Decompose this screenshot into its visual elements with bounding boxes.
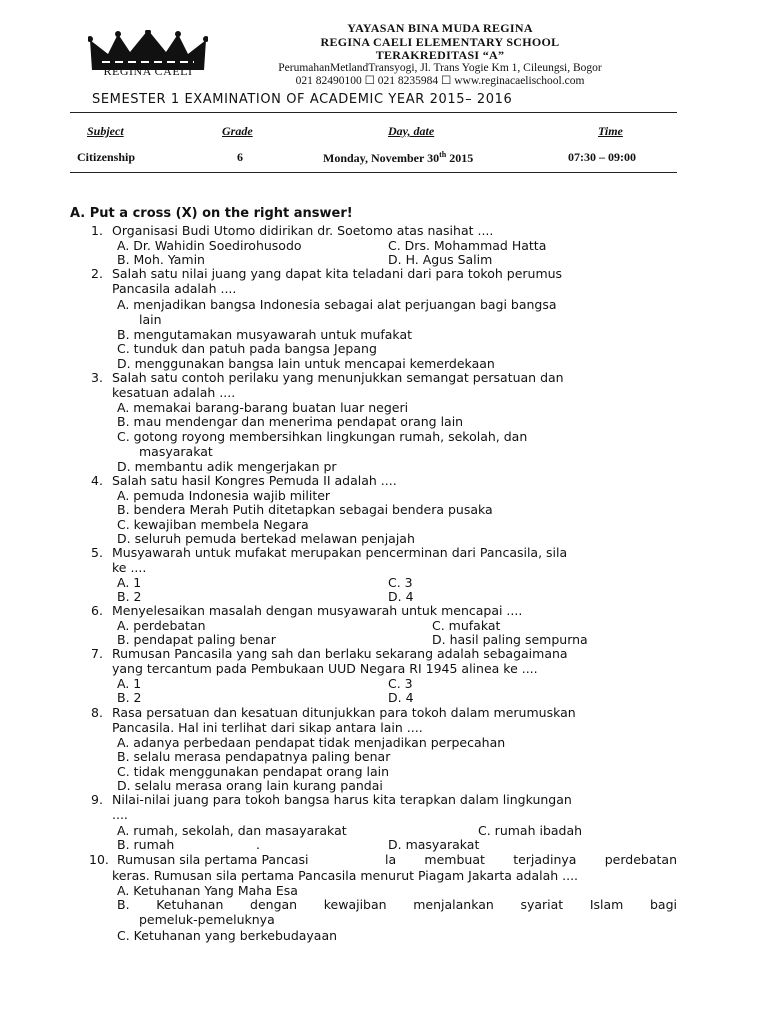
question-5-text-cont: ke .... bbox=[112, 560, 147, 575]
foundation-name: YAYASAN BINA MUDA REGINA bbox=[347, 21, 533, 35]
option-b: B. Moh. Yamin bbox=[117, 252, 205, 267]
question-number: 2. bbox=[91, 266, 103, 281]
option-d: D. 4 bbox=[388, 690, 414, 705]
question-number: 1. bbox=[91, 223, 103, 238]
option-d: D. masyarakat bbox=[388, 837, 480, 852]
school-logo bbox=[88, 30, 208, 86]
option-a: A. 1 bbox=[117, 575, 142, 590]
option-a: A. pemuda Indonesia wajib militer bbox=[117, 488, 331, 503]
date-value: Monday, November 30th 2015 bbox=[323, 150, 474, 165]
question-number: 3. bbox=[91, 370, 103, 385]
logo-text: REGINA CAELI bbox=[103, 64, 193, 78]
option-b: B. Ketuhanan dengan kewajiban menjalankan syariat Islam bagi bbox=[117, 897, 677, 912]
school-address: PerumahanMetlandTransyogi, Jl. Trans Yogie Km 1, Cileungsi, Bogor bbox=[278, 62, 602, 74]
question-10-text-b: la membuat terjadinya perdebatan bbox=[385, 852, 677, 867]
option-d: D. H. Agus Salim bbox=[388, 252, 493, 267]
option-c: C. gotong royong membersihkan lingkungan rumah, sekolah, dan bbox=[117, 429, 528, 444]
option-a-cont: lain bbox=[139, 312, 162, 327]
question-number: 6. bbox=[91, 603, 103, 618]
option-a: A. perdebatan bbox=[117, 618, 206, 633]
option-c: C. mufakat bbox=[432, 618, 501, 633]
option-d: D. 4 bbox=[388, 589, 414, 604]
question-9-text-cont: .... bbox=[112, 807, 128, 822]
option-c: C. Drs. Mohammad Hatta bbox=[388, 238, 547, 253]
question-10-text: Rumusan sila pertama Pancasi bbox=[117, 852, 309, 867]
option-a: A. adanya perbedaan pendapat tidak menjadikan perpecahan bbox=[117, 735, 506, 750]
question-number: 10. bbox=[89, 852, 109, 867]
question-10-text-cont: keras. Rumusan sila pertama Pancasila menurut Piagam Jakarta adalah .... bbox=[112, 868, 579, 883]
subject-label: Subject bbox=[87, 124, 124, 138]
option-b: B. mengutamakan musyawarah untuk mufakat bbox=[117, 327, 413, 342]
question-5-text: Musyawarah untuk mufakat merupakan pencerminan dari Pancasila, sila bbox=[112, 545, 568, 560]
option-b: B. mau mendengar dan menerima pendapat orang lain bbox=[117, 414, 464, 429]
option-b: B. 2 bbox=[117, 589, 142, 604]
option-a: A. Dr. Wahidin Soedirohusodo bbox=[117, 238, 302, 253]
question-4-text: Salah satu hasil Kongres Pemuda II adalah .... bbox=[112, 473, 397, 488]
option-b-cont: pemeluk-pemeluknya bbox=[139, 912, 275, 927]
accreditation: TERAKREDITASI “A” bbox=[375, 48, 505, 62]
option-c: C. 3 bbox=[388, 575, 413, 590]
grade-value: 6 bbox=[237, 150, 243, 164]
school-name: REGINA CAELI ELEMENTARY SCHOOL bbox=[320, 35, 560, 49]
option-c-cont: masyarakat bbox=[139, 444, 213, 459]
option-b: B. rumah bbox=[117, 837, 175, 852]
question-6-text: Menyelesaikan masalah dengan musyawarah untuk mencapai .... bbox=[112, 603, 523, 618]
option-a: A. memakai barang-barang buatan luar negeri bbox=[117, 400, 409, 415]
option-c: C. kewajiban membela Negara bbox=[117, 517, 309, 532]
question-1-text: Organisasi Budi Utomo didirikan dr. Soetomo atas nasihat .... bbox=[112, 223, 494, 238]
option-d: D. selalu merasa orang lain kurang pandai bbox=[117, 778, 383, 793]
question-9-text: Nilai-nilai juang para tokoh bangsa harus kita terapkan dalam lingkungan bbox=[112, 792, 572, 807]
option-c: C. tunduk dan patuh pada bangsa Jepang bbox=[117, 341, 377, 356]
time-value: 07:30 – 09:00 bbox=[568, 150, 636, 164]
option-d: D. menggunakan bangsa lain untuk mencapai kemerdekaan bbox=[117, 356, 495, 371]
exam-title: SEMESTER 1 EXAMINATION OF ACADEMIC YEAR 2015– 2016 bbox=[92, 92, 513, 107]
option-b: B. bendera Merah Putih ditetapkan sebagai bendera pusaka bbox=[117, 502, 493, 517]
divider bbox=[70, 112, 677, 113]
question-8-text-cont: Pancasila. Hal ini terlihat dari sikap antara lain .... bbox=[112, 720, 423, 735]
option-c: C. rumah ibadah bbox=[478, 823, 583, 838]
question-7-text-cont: yang tercantum pada Pembukaan UUD Negara RI 1945 alinea ke .... bbox=[112, 661, 538, 676]
question-3-text: Salah satu contoh perilaku yang menunjukkan semangat persatuan dan bbox=[112, 370, 564, 385]
stray-dot: . bbox=[256, 837, 260, 852]
question-8-text: Rasa persatuan dan kesatuan ditunjukkan para tokoh dalam merumuskan bbox=[112, 705, 576, 720]
question-number: 9. bbox=[91, 792, 103, 807]
option-b: B. 2 bbox=[117, 690, 142, 705]
time-label: Time bbox=[598, 124, 623, 138]
date-label: Day, date bbox=[388, 124, 435, 138]
option-d: D. membantu adik mengerjakan pr bbox=[117, 459, 337, 474]
option-c: C. Ketuhanan yang berkebudayaan bbox=[117, 928, 338, 943]
option-b: B. selalu merasa pendapatnya paling benar bbox=[117, 749, 391, 764]
grade-label: Grade bbox=[222, 124, 253, 138]
option-d: D. seluruh pemuda bertekad melawan penjajah bbox=[117, 531, 415, 546]
question-2-text-cont: Pancasila adalah .... bbox=[112, 281, 237, 296]
option-c: C. tidak menggunakan pendapat orang lain bbox=[117, 764, 390, 779]
question-3-text-cont: kesatuan adalah .... bbox=[112, 385, 236, 400]
option-b: B. pendapat paling benar bbox=[117, 632, 276, 647]
option-d: D. hasil paling sempurna bbox=[432, 632, 588, 647]
section-title: A. Put a cross (X) on the right answer! bbox=[70, 206, 353, 221]
question-number: 8. bbox=[91, 705, 103, 720]
option-a: A. rumah, sekolah, dan masayarakat bbox=[117, 823, 347, 838]
school-contact: 021 82490100 ☐ 021 8235984 ☐ www.reginacaelischool.com bbox=[295, 75, 585, 87]
question-2-text: Salah satu nilai juang yang dapat kita teladani dari para tokoh perumus bbox=[112, 266, 563, 281]
option-a: A. Ketuhanan Yang Maha Esa bbox=[117, 883, 298, 898]
question-7-text: Rumusan Pancasila yang sah dan berlaku sekarang adalah sebagaimana bbox=[112, 646, 568, 661]
subject-value: Citizenship bbox=[77, 150, 136, 164]
option-a: A. 1 bbox=[117, 676, 142, 691]
option-a: A. menjadikan bangsa Indonesia sebagai alat perjuangan bagi bangsa bbox=[117, 297, 557, 312]
divider bbox=[70, 172, 677, 173]
option-c: C. 3 bbox=[388, 676, 413, 691]
question-number: 7. bbox=[91, 646, 103, 661]
question-number: 5. bbox=[91, 545, 103, 560]
question-number: 4. bbox=[91, 473, 103, 488]
